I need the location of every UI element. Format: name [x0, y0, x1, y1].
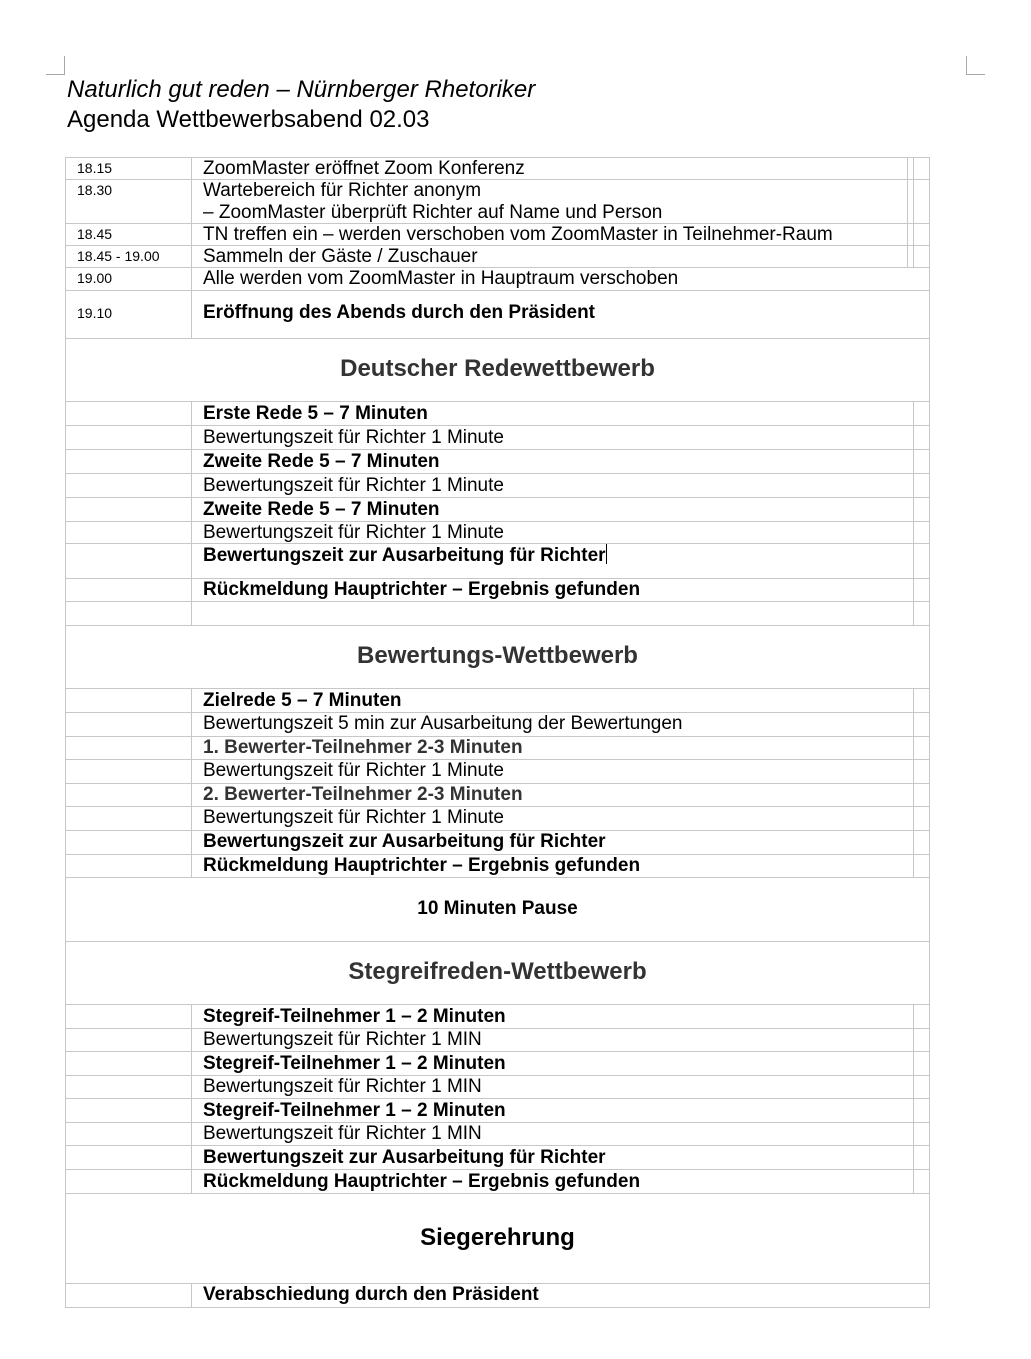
page-corner-marker-right	[966, 56, 985, 75]
document-subtitle: Agenda Wettbewerbsabend 02.03	[67, 106, 430, 133]
agenda-text: Bewertungszeit für Richter 1 MIN	[203, 1123, 482, 1144]
section-heading-sieger: Siegerehrung	[66, 1193, 929, 1283]
section-heading-bewertung: Bewertungs-Wettbewerb	[66, 625, 929, 688]
table-row	[66, 1122, 929, 1145]
table-row	[66, 425, 929, 449]
table-row	[66, 543, 929, 578]
agenda-text: TN treffen ein – werden verschoben vom ZoomMaster in Teilnehmer-Raum	[203, 224, 833, 245]
agenda-text: Zweite Rede 5 – 7 Minuten	[203, 499, 440, 520]
agenda-text: Bewertungszeit für Richter 1 Minute	[203, 522, 504, 543]
table-row	[66, 1028, 929, 1051]
time-cell: 18.45	[66, 224, 192, 245]
agenda-text: Erste Rede 5 – 7 Minuten	[203, 403, 428, 424]
table-row	[66, 1004, 929, 1028]
table-row	[66, 712, 929, 736]
table-row	[66, 688, 929, 712]
agenda-text: Bewertungszeit für Richter 1 Minute	[203, 475, 504, 496]
table-row	[66, 759, 929, 783]
time-cell: 18.45 - 19.00	[66, 246, 192, 267]
table-row	[66, 267, 929, 290]
time-cell: 19.00	[66, 268, 192, 290]
agenda-text: Stegreif-Teilnehmer 1 – 2 Minuten	[203, 1006, 506, 1027]
table-row	[66, 290, 929, 338]
agenda-text: 2. Bewerter-Teilnehmer 2-3 Minuten	[203, 784, 523, 805]
table-row	[66, 497, 929, 521]
agenda-text: ZoomMaster eröffnet Zoom Konferenz	[203, 158, 525, 179]
table-row	[66, 830, 929, 854]
table-row	[66, 521, 929, 543]
table-row	[66, 1169, 929, 1193]
agenda-text: Bewertungszeit für Richter 1 Minute	[203, 760, 504, 781]
table-row	[66, 401, 929, 425]
agenda-text: Stegreif-Teilnehmer 1 – 2 Minuten	[203, 1053, 506, 1074]
table-row	[66, 245, 929, 267]
agenda-text: Bewertungszeit zur Ausarbeitung für Richter	[203, 831, 606, 852]
table-row	[66, 1098, 929, 1122]
page-corner-marker-left	[46, 56, 65, 75]
table-row	[66, 179, 929, 223]
time-cell: 18.15	[66, 158, 192, 179]
agenda-text: Bewertungszeit für Richter 1 Minute	[203, 807, 504, 828]
agenda-text: Bewertungszeit zur Ausarbeitung für Richter	[203, 1147, 606, 1168]
time-cell: 18.30	[66, 180, 192, 223]
agenda-text: Rückmeldung Hauptrichter – Ergebnis gefunden	[203, 1171, 641, 1192]
table-row	[66, 736, 929, 759]
agenda-text: Stegreif-Teilnehmer 1 – 2 Minuten	[203, 1100, 506, 1121]
table-row	[66, 157, 929, 179]
agenda-text: – ZoomMaster überprüft Richter auf Name und Person	[203, 202, 663, 223]
section-heading-stegreif: Stegreifreden-Wettbewerb	[66, 941, 929, 1004]
table-row	[66, 449, 929, 473]
agenda-text: Zielrede 5 – 7 Minuten	[203, 690, 402, 711]
table-row	[66, 1283, 929, 1307]
table-row	[66, 1051, 929, 1075]
table-row	[66, 1075, 929, 1098]
agenda-table	[65, 157, 930, 1308]
agenda-text: Alle werden vom ZoomMaster in Hauptraum verschoben	[203, 268, 679, 289]
table-row	[66, 806, 929, 830]
time-cell: 19.10	[66, 291, 192, 338]
agenda-text: Verabschiedung durch den Präsident	[203, 1284, 539, 1305]
agenda-text: Rückmeldung Hauptrichter – Ergebnis gefunden	[203, 579, 641, 600]
pause-row: 10 Minuten Pause	[66, 877, 929, 941]
table-row	[66, 1145, 929, 1169]
document-title: Naturlich gut reden – Nürnberger Rhetoriker	[67, 76, 536, 103]
agenda-text: Bewertungszeit für Richter 1 Minute	[203, 427, 504, 448]
agenda-text: Eröffnung des Abends durch den Präsident	[203, 302, 595, 323]
agenda-text: Zweite Rede 5 – 7 Minuten	[203, 451, 440, 472]
agenda-text: Bewertungszeit 5 min zur Ausarbeitung der Bewertungen	[203, 713, 683, 734]
table-row	[66, 223, 929, 245]
table-row	[66, 473, 929, 497]
table-row	[66, 601, 929, 625]
text-cursor	[606, 544, 607, 564]
agenda-text: Bewertungszeit für Richter 1 MIN	[203, 1076, 482, 1097]
section-heading-deutsch: Deutscher Redewettbewerb	[66, 338, 929, 401]
table-row	[66, 854, 929, 877]
agenda-text: Wartebereich für Richter anonym	[203, 180, 482, 201]
table-row	[66, 578, 929, 601]
agenda-text: Bewertungszeit zur Ausarbeitung für Richter	[203, 545, 606, 566]
agenda-text: 1. Bewerter-Teilnehmer 2-3 Minuten	[203, 737, 523, 758]
agenda-text: Sammeln der Gäste / Zuschauer	[203, 246, 478, 267]
table-row	[66, 783, 929, 806]
agenda-text: Rückmeldung Hauptrichter – Ergebnis gefunden	[203, 855, 641, 876]
agenda-text: Bewertungszeit für Richter 1 MIN	[203, 1029, 482, 1050]
